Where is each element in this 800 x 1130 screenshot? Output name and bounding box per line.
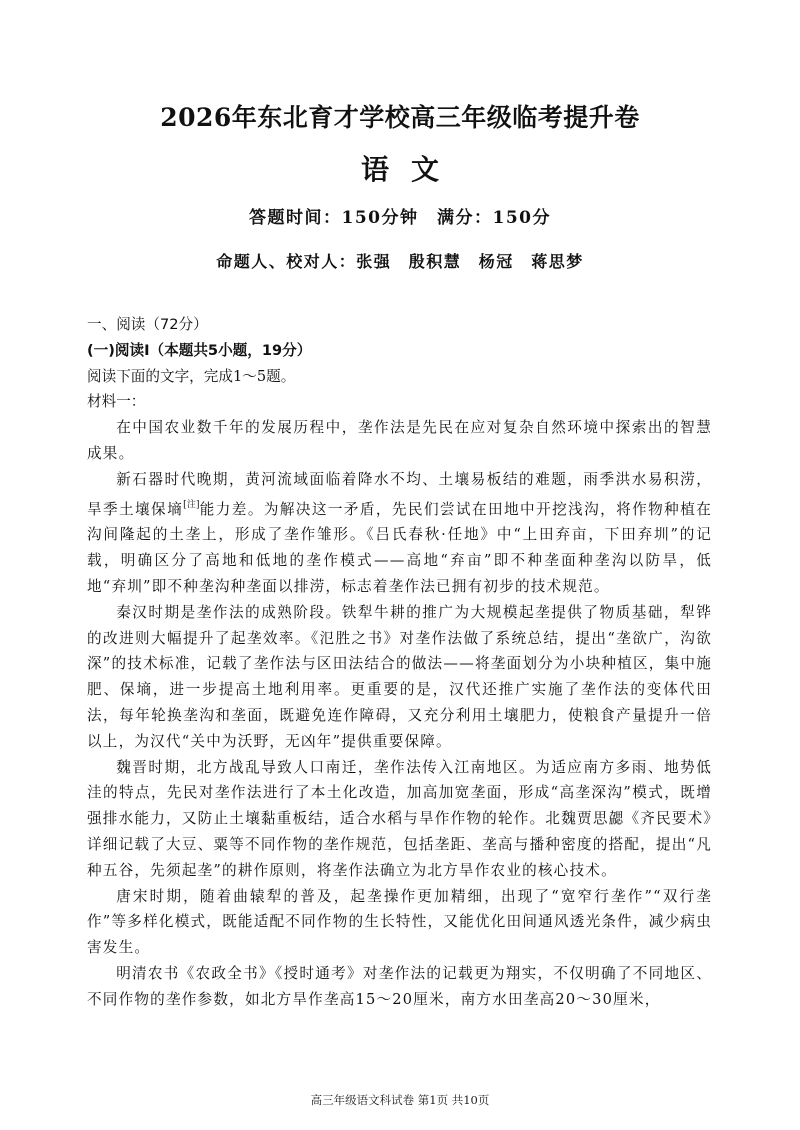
paragraph-4: 魏晋时期，北方战乱导致人口南迁，垄作法传入江南地区。为适应南方多雨、地势低洼的特点，先民对垄作法进行了本土化改造，加高加宽垄面，形成“高垄深沟”模式，既增强排水能力，又防止土壤黏重板结，适合水稻与旱作作物的轮作。北魏贾思勰《齐民要术》详细记载了大豆、粟等不同作物的垄作规范，包括垄距、垄高与播种密度的搭配，提出“凡种五谷，先须起垄”的耕作原则，将垄作法确立为北方旱作农业的核心技术。 xyxy=(87,758,712,879)
page-footer: 高三年级语文科试卷 第1页 共10页 xyxy=(310,1093,490,1107)
reading-section xyxy=(87,312,712,1013)
paragraph-6: 明清农书《农政全书》《授时通考》对垄作法的记载更为翔实，不仅明确了不同地区、不同作物的垄作参数，如北方旱作垄高15～20厘米，南方水田垄高20～30厘米， xyxy=(87,964,712,1008)
exam-authors: 命题人、校对人：张强 殷积慧 杨冠 蒋思梦 xyxy=(216,252,584,271)
paragraph-2-part-2: 能力差。为解决这一矛盾，先民们尝试在田地中开挖浅沟，将作物种植在沟间隆起的土垄上，形成了垄作雏形。《吕氏春秋·任地》中“上田弃亩，下田弃圳”的记载，明确区分了高地和低地的垄作模式——高地“弃亩”即不种垄面种垄沟以防旱，低地“弃圳”即不种垄沟种垄面以排涝，标志着垄作法已拥有初步的技术规范。 xyxy=(87,500,713,595)
paragraph-2 xyxy=(87,467,712,600)
subject-title: 语文 xyxy=(360,153,461,186)
paragraph-3: 秦汉时期是垄作法的成熟阶段。铁犁牛耕的推广为大规模起垄提供了物质基础，犁铧的改进则大幅提升了起垄效率。《氾胜之书》对垄作法做了系统总结，提出“垄欲广，沟欲深”的技术标准，记载了垄作法与区田法结合的做法——将垄面划分为小块种植区，集中施肥、保墒，进一步提高土地利用率。更重要的是，汉代还推广实施了垄作法的变体代田法，每年轮换垄沟和垄面，既避免连作障碍，又充分利用土壤肥力，使粮食产量提升一倍以上，为汉代“关中为沃野，无凶年”提供重要保障。 xyxy=(87,603,712,750)
section-heading: 一、阅读（72分） xyxy=(87,316,208,333)
paragraph-2-part-1: 新石器时代晚期，黄河流域面临着降水不均、土壤易板结的难题，雨季洪水易积涝，旱季土壤保墒 xyxy=(87,470,712,518)
paragraph-5: 唐宋时期，随着曲辕犁的普及，起垄操作更加精细，出现了“宽窄行垄作”“双行垄作”等多样化模式，既能适配不同作物的生长特性，又能优化田间通风透光条件，减少病虫害发生。 xyxy=(87,887,712,957)
exam-title: 2026年东北育才学校高三年级临考提升卷 xyxy=(160,103,640,132)
paragraph-1: 在中国农业数千年的发展历程中，垄作法是先民在应对复杂自然环境中探索出的智慧成果。 xyxy=(87,419,712,462)
material-label: 材料一： xyxy=(87,393,146,411)
sub-section-heading: (一)阅读Ⅰ（本题共5小题，19分） xyxy=(87,341,312,359)
footnote-marker: [注] xyxy=(183,499,200,510)
reading-instruction: 阅读下面的文字，完成1～5题。 xyxy=(87,367,296,385)
exam-time-and-score: 答题时间：150分钟 满分：150分 xyxy=(249,208,551,228)
